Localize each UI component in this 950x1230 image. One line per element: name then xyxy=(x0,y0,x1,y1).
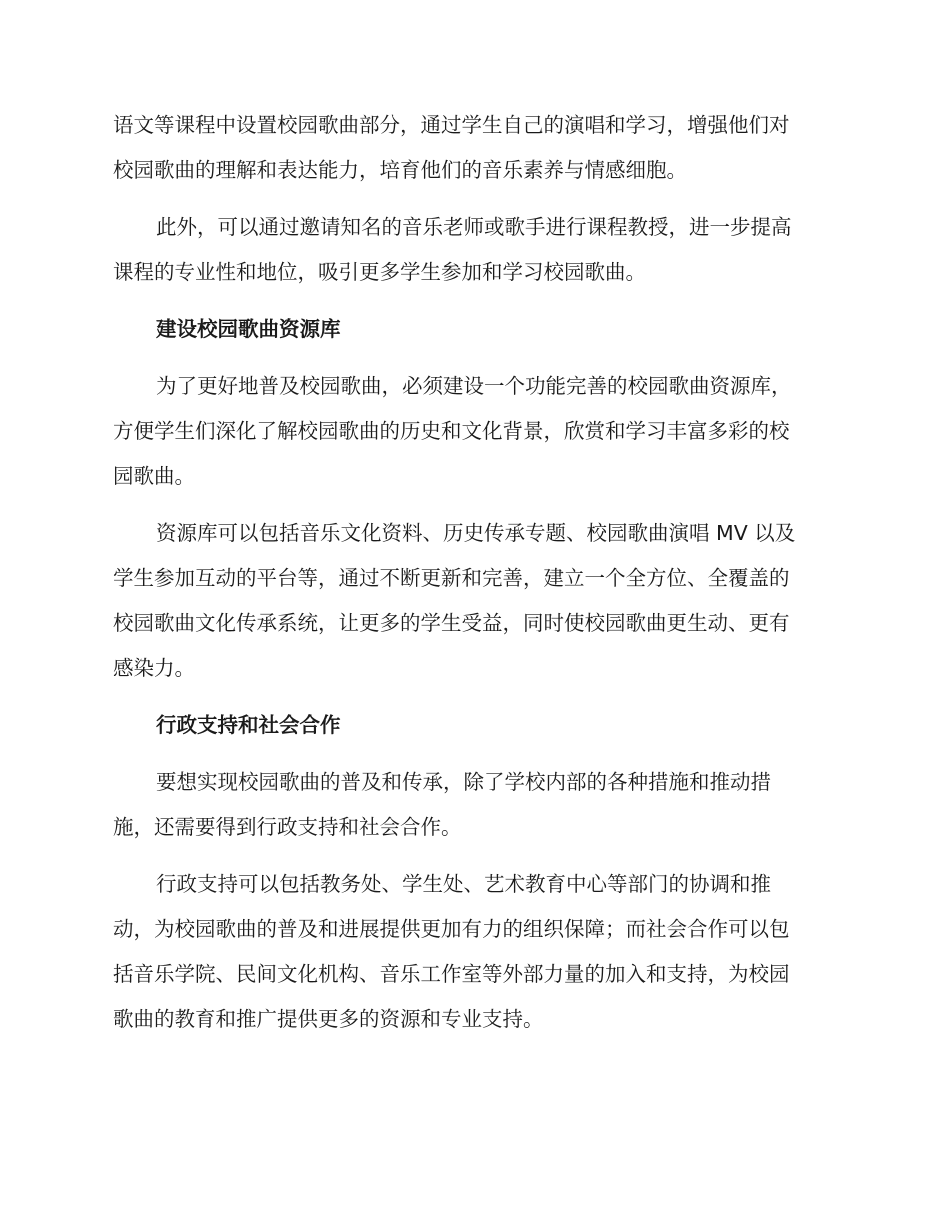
text-line: 方便学生们深化了解校园歌曲的历史和文化背景，欣赏和学习丰富多彩的校 xyxy=(113,419,790,443)
text-line: 括音乐学院、民间文化机构、音乐工作室等外部力量的加入和支持，为校园 xyxy=(113,962,790,986)
paragraph-5 xyxy=(113,767,835,842)
text-line: 资源库可以包括音乐文化资料、历史传承专题、校园歌曲演唱 MV 以及 xyxy=(156,521,796,545)
text-line: 校园歌曲文化传承系统，让更多的学生受益，同时使校园歌曲更生动、更有 xyxy=(113,611,790,635)
paragraph-1 xyxy=(113,110,835,185)
text-line: 此外，可以通过邀请知名的音乐老师或歌手进行课程教授，进一步提高 xyxy=(156,215,792,239)
paragraph-2 xyxy=(113,212,835,287)
paragraph-6 xyxy=(113,869,835,1034)
text-line: 施，还需要得到行政支持和社会合作。 xyxy=(113,815,462,839)
document-page xyxy=(113,110,835,1061)
text-line: 学生参加互动的平台等，通过不断更新和完善，建立一个全方位、全覆盖的 xyxy=(113,566,790,590)
text-line: 行政支持可以包括教务处、学生处、艺术教育中心等部门的协调和推 xyxy=(156,872,771,896)
paragraph-3 xyxy=(113,371,835,491)
text-line: 歌曲的教育和推广提供更多的资源和专业支持。 xyxy=(113,1007,544,1031)
text-line: 为了更好地普及校园歌曲，必须建设一个功能完善的校园歌曲资源库， xyxy=(156,374,792,398)
section-heading-admin-support: 行政支持和社会合作 xyxy=(156,713,341,737)
paragraph-4 xyxy=(113,518,835,683)
section-heading-resource-library: 建设校园歌曲资源库 xyxy=(156,317,341,341)
text-line: 园歌曲。 xyxy=(113,464,195,488)
text-line: 要想实现校园歌曲的普及和传承，除了学校内部的各种措施和推动措 xyxy=(156,770,771,794)
text-line: 校园歌曲的理解和表达能力，培育他们的音乐素养与情感细胞。 xyxy=(113,158,687,182)
text-line: 课程的专业性和地位，吸引更多学生参加和学习校园歌曲。 xyxy=(113,260,646,284)
text-line: 语文等课程中设置校园歌曲部分，通过学生自己的演唱和学习，增强他们对 xyxy=(113,113,790,137)
text-line: 动，为校园歌曲的普及和进展提供更加有力的组织保障；而社会合作可以包 xyxy=(113,917,790,941)
text-line: 感染力。 xyxy=(113,656,195,680)
